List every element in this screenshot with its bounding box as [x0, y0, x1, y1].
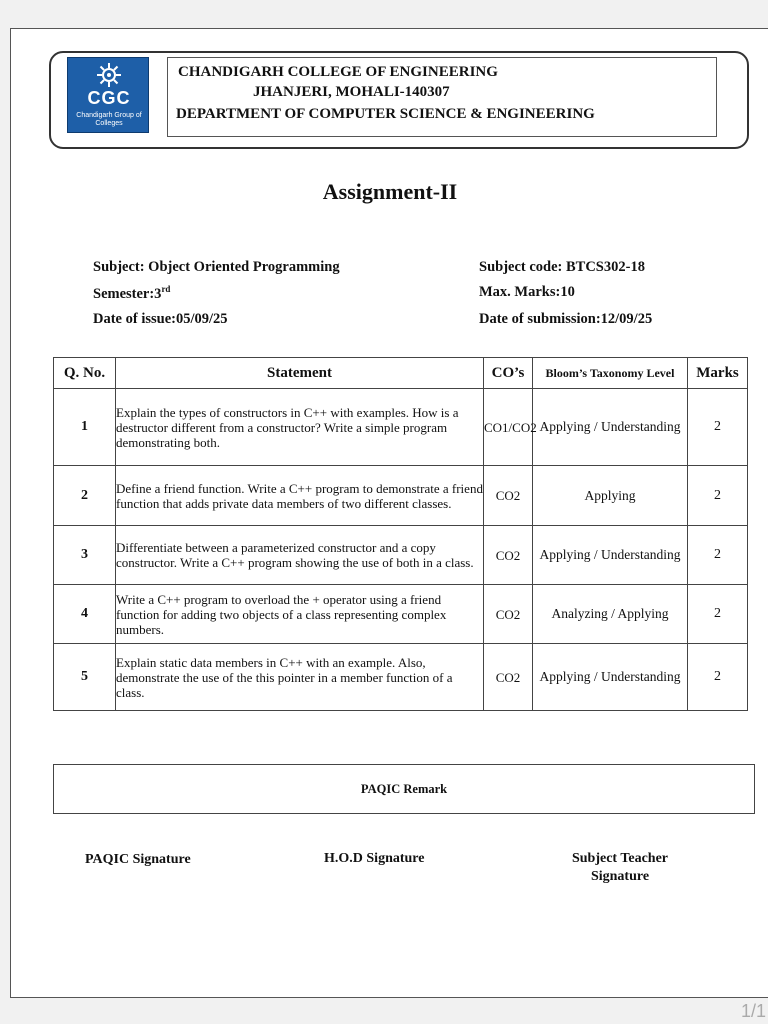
bloom-level: Applying / Understanding [533, 389, 688, 466]
college-name: CHANDIGARH COLLEGE OF ENGINEERING [178, 64, 498, 80]
bloom-level: Applying [533, 466, 688, 526]
question-marks: 2 [688, 585, 748, 644]
semester-label [93, 284, 170, 303]
logo-text: CGC [87, 88, 131, 108]
gear-logo-icon [91, 62, 127, 88]
question-number: 1 [54, 389, 116, 466]
question-marks: 2 [688, 526, 748, 585]
question-statement: Explain static data members in C++ with an example. Also, demonstrate the use of the this pointer in a member function of a class. [116, 644, 484, 711]
question-number: 4 [54, 585, 116, 644]
question-statement: Define a friend function. Write a C++ program to demonstrate a friend function that adds private data members of two different classes. [116, 466, 484, 526]
subject-teacher-signature: Subject Teacher Signature [571, 851, 669, 884]
question-statement: Explain the types of constructors in C++ with examples. How is a destructor different from a constructor? Write a simple program demonstrating both. [116, 389, 484, 466]
question-marks: 2 [688, 389, 748, 466]
header-bloom: Bloom’s Taxonomy Level [533, 358, 688, 389]
issue-date-label: Date of issue:05/09/25 [93, 311, 228, 327]
assignment-title: Assignment-II [322, 179, 458, 204]
bloom-level: Applying / Understanding [533, 644, 688, 711]
table-row [54, 466, 748, 526]
submission-date-label: Date of submission:12/09/25 [479, 311, 653, 327]
question-number: 2 [54, 466, 116, 526]
question-statement: Differentiate between a parameterized constructor and a copy constructor. Write a C++ program showing the use of both in a class. [116, 526, 484, 585]
header-marks: Marks [688, 358, 748, 389]
question-marks: 2 [688, 644, 748, 711]
document-page [10, 28, 768, 998]
table-header-row [54, 358, 748, 389]
subject-label: Subject: Object Oriented Programming [93, 259, 340, 275]
semester-suffix: rd [161, 284, 171, 294]
table-row [54, 389, 748, 466]
question-statement: Write a C++ program to overload the + operator using a friend function for adding two objects of a class representing complex numbers. [116, 585, 484, 644]
logo-subtext: Chandigarh Group of Colleges [76, 112, 142, 127]
table-row [54, 585, 748, 644]
hod-signature: H.O.D Signature [324, 851, 425, 866]
question-number: 5 [54, 644, 116, 711]
header-statement: Statement [116, 358, 484, 389]
bloom-level: Analyzing / Applying [533, 585, 688, 644]
questions-table [53, 357, 748, 711]
department-name: DEPARTMENT OF COMPUTER SCIENCE & ENGINEERING [176, 106, 595, 122]
max-marks-label: Max. Marks:10 [479, 284, 575, 300]
paqic-signature: PAQIC Signature [85, 852, 191, 867]
course-outcome: CO2 [484, 644, 533, 711]
course-outcome: CO1/CO2 [484, 389, 533, 466]
table-row [54, 644, 748, 711]
page-indicator: 1/1 [740, 1001, 766, 1021]
question-number: 3 [54, 526, 116, 585]
header-cos: CO’s [484, 358, 533, 389]
header-qno: Q. No. [54, 358, 116, 389]
semester-value: Semester:3 [93, 285, 162, 302]
question-marks: 2 [688, 466, 748, 526]
course-outcome: CO2 [484, 466, 533, 526]
college-address: JHANJERI, MOHALI-140307 [253, 84, 450, 100]
college-logo [67, 57, 149, 133]
header-box [167, 57, 717, 137]
table-row [54, 526, 748, 585]
course-outcome: CO2 [484, 526, 533, 585]
subject-code-label: Subject code: BTCS302-18 [479, 259, 645, 275]
paqic-remark-box: PAQIC Remark [53, 764, 755, 814]
course-outcome: CO2 [484, 585, 533, 644]
bloom-level: Applying / Understanding [533, 526, 688, 585]
